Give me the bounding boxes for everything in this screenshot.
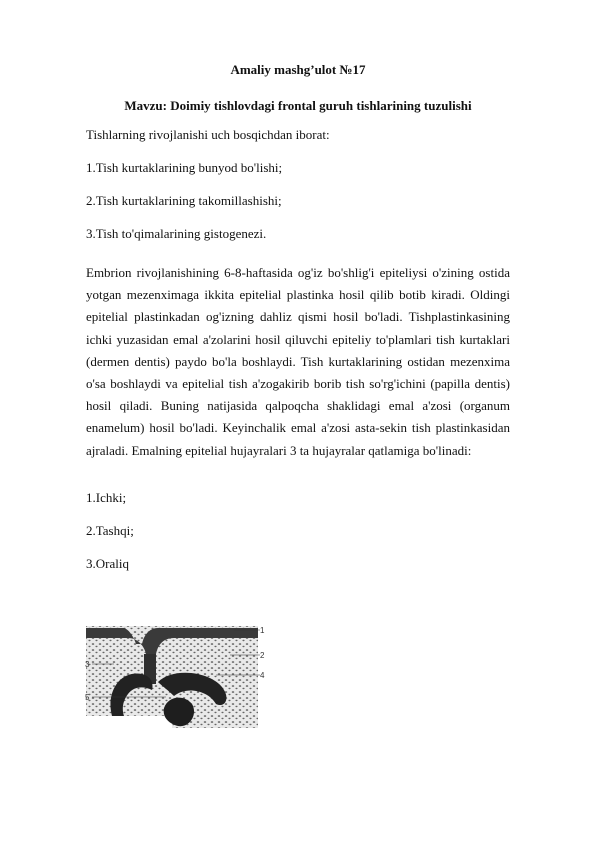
body-paragraph: Embrion rivojlanishining 6-8-haftasida og'iz bo'shlig'i epiteliysi o'zining ostida yotgan mezenximaga ikkita epitelial plastinka hosil qilib botib kiradi. Oldingi epitelial plastinkadan og'izning dahliz qismi hosil bo'ladi. Tishplastinkasining ichki yuzasidan emal a'zolarini hosil qiluvchi epiteliy to'plamlari tish kurtaklari (dermen dentis) paydo bo'la boshlaydi. Tish kurtaklarining ostidan mezenxima o'sa boshlaydi va epitelial tish a'zogakirib borib tish so'rg'ichini (papilla dentis) hosil qiladi. Buning natijasida qalpoqcha shaklidagi emal a'zosi (organum enamelum) hosil bo'ladi. Keyinchalik emal a'zosi asta-sekin tish plastinkasidan ajraladi. Emalning epitelial hujayralari 3 ta hujayralar qatlamiga bo'linadi: — [86, 265, 510, 458]
figure-label: 4 — [260, 671, 265, 680]
figure-label: 5 — [85, 693, 90, 702]
page-title: Amaliy mashg’ulot №17 — [230, 62, 366, 77]
stage-item: 2.Tish kurtaklarining takomillashishi; — [86, 193, 282, 208]
stage-item: 1.Tish kurtaklarining bunyod bo'lishi; — [86, 160, 283, 175]
intro-line: Tishlarning rivojlanishi uch bosqichdan iborat: — [86, 127, 330, 142]
figure-label: 2 — [260, 651, 265, 660]
stage-item: 3.Tish to'qimalarining gistogenezi. — [86, 226, 267, 241]
figure-label: 3 — [85, 660, 90, 669]
layer-item: 3.Oraliq — [86, 556, 129, 571]
dental-papilla — [164, 698, 194, 727]
figure-label: 1 — [260, 626, 265, 635]
tooth-germ-histology-figure — [84, 624, 266, 730]
page-subtitle: Mavzu: Doimiy tishlovdagi frontal guruh tishlarining tuzulishi — [124, 98, 472, 113]
layer-item: 1.Ichki; — [86, 490, 127, 505]
layer-item: 2.Tashqi; — [86, 523, 134, 538]
